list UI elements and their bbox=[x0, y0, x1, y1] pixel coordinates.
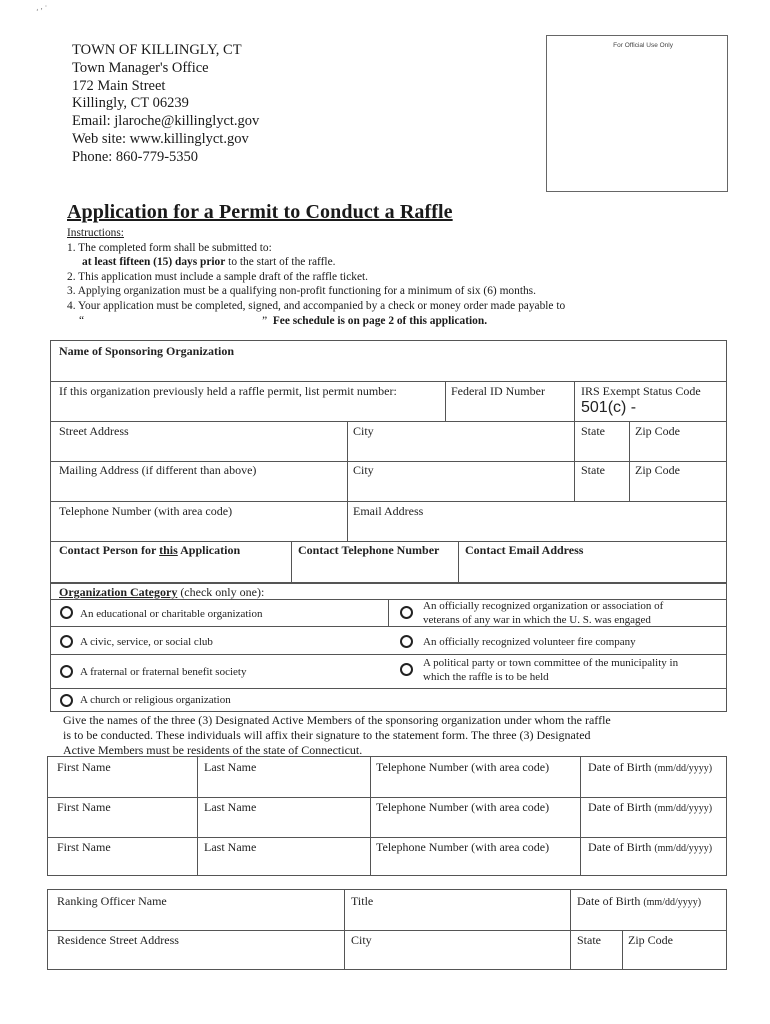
option-veterans: An officially recognized organization or association of bbox=[423, 600, 664, 612]
mailing-zip-label: Zip Code bbox=[635, 463, 680, 477]
scan-marks: ¸ , · bbox=[36, 2, 48, 11]
members-intro bbox=[63, 713, 611, 758]
prev-permit-label: If this organization previously held a raffle permit, list permit number: bbox=[59, 384, 397, 398]
radio-civic[interactable] bbox=[60, 635, 73, 648]
phone-line: Phone: 860-779-5350 bbox=[72, 148, 199, 165]
radio-fraternal[interactable] bbox=[60, 665, 73, 678]
members-table bbox=[47, 756, 727, 876]
radio-veterans[interactable] bbox=[400, 606, 413, 619]
member-1-first-name: First Name bbox=[57, 760, 111, 774]
members-intro-2: is to be conducted. These individuals will affix their signature to the statement form. The three (3) Designated bbox=[63, 728, 591, 742]
members-intro-1: Give the names of the three (3) Designated Active Members of the sponsoring organization under whom the raffle bbox=[63, 713, 611, 727]
officer-dob-label: Date of Birth (mm/dd/yyyy) bbox=[577, 894, 702, 908]
contact-email-label: Contact Email Address bbox=[465, 543, 584, 557]
email-label: Email Address bbox=[353, 504, 424, 518]
street-line: 172 Main Street bbox=[72, 77, 166, 94]
deadline-rest: to the start of the raffle. bbox=[225, 256, 336, 269]
member-1-last-name: Last Name bbox=[204, 760, 257, 774]
option-fire-company: An officially recognized volunteer fire company bbox=[423, 636, 636, 648]
instructions-heading: Instructions: bbox=[67, 227, 124, 239]
form-title: Application for a Permit to Conduct a Raffle bbox=[67, 201, 453, 223]
contact-phone-label: Contact Telephone Number bbox=[298, 543, 440, 557]
city-label: City bbox=[353, 424, 374, 438]
category-heading: Organization Category (check only one): bbox=[59, 585, 265, 599]
option-educational: An educational or charitable organization bbox=[80, 608, 263, 620]
member-3-last-name: Last Name bbox=[204, 840, 257, 854]
officer-zip-label: Zip Code bbox=[628, 933, 673, 947]
officer-state-label: State bbox=[577, 933, 601, 947]
instruction-4: 4. Your application must be completed, signed, and accompanied by a check or money order made payable to bbox=[67, 299, 566, 312]
members-intro-3: Active Members must be residents of the state of Connecticut. bbox=[63, 743, 363, 757]
state-label: State bbox=[581, 424, 605, 438]
office-name: Town Manager's Office bbox=[72, 59, 209, 76]
member-3-telephone: Telephone Number (with area code) bbox=[376, 840, 550, 854]
email-line: Email: jlaroche@killinglyct.gov bbox=[72, 113, 260, 130]
city-line: Killingly, CT 06239 bbox=[72, 95, 189, 112]
official-use-label: For Official Use Only bbox=[613, 42, 673, 49]
officer-city-label: City bbox=[351, 933, 372, 947]
radio-church[interactable] bbox=[60, 694, 73, 707]
category-section bbox=[50, 583, 727, 712]
town-address-block bbox=[72, 42, 259, 167]
option-civic: A civic, service, or social club bbox=[80, 636, 213, 648]
member-1-dob: Date of Birth (mm/dd/yyyy) bbox=[588, 760, 713, 774]
member-3-dob: Date of Birth (mm/dd/yyyy) bbox=[588, 840, 713, 854]
irs-exempt-value[interactable]: 501(c) - bbox=[581, 399, 637, 416]
quote-open: “ bbox=[79, 314, 85, 327]
member-3-first-name: First Name bbox=[57, 840, 111, 854]
telephone-label: Telephone Number (with area code) bbox=[59, 504, 233, 518]
member-2-last-name: Last Name bbox=[204, 800, 257, 814]
sponsoring-org-label: Name of Sponsoring Organization bbox=[59, 344, 235, 358]
member-2-first-name: First Name bbox=[57, 800, 111, 814]
member-1-telephone: Telephone Number (with area code) bbox=[376, 760, 550, 774]
instruction-3: 3. Applying organization must be a qualifying non-profit functioning for a minimum of six (6) months. bbox=[67, 285, 536, 298]
option-veterans-cont: veterans of any war in which the U. S. was engaged bbox=[423, 614, 651, 626]
radio-fire-company[interactable] bbox=[400, 635, 413, 648]
contact-person-label: Contact Person for this Application bbox=[59, 543, 241, 557]
option-church: A church or religious organization bbox=[80, 694, 231, 706]
irs-exempt-label: IRS Exempt Status Code bbox=[581, 384, 701, 398]
officer-title-label: Title bbox=[351, 894, 374, 908]
ranking-officer-label: Ranking Officer Name bbox=[57, 894, 167, 908]
official-use-box bbox=[546, 35, 728, 192]
officer-table bbox=[47, 889, 727, 970]
instruction-fee bbox=[67, 314, 565, 329]
federal-id-label: Federal ID Number bbox=[451, 384, 545, 398]
website-line: Web site: www.killinglyct.gov bbox=[72, 130, 249, 147]
mailing-state-label: State bbox=[581, 463, 605, 477]
radio-political[interactable] bbox=[400, 663, 413, 676]
deadline-text: at least fifteen (15) days prior bbox=[82, 256, 226, 269]
radio-educational[interactable] bbox=[60, 606, 73, 619]
mailing-address-label: Mailing Address (if different than above) bbox=[59, 463, 257, 477]
mailing-city-label: City bbox=[353, 463, 374, 477]
option-political: A political party or town committee of the municipality in bbox=[423, 657, 679, 669]
quote-close: ” bbox=[262, 314, 268, 327]
organization-form bbox=[50, 340, 727, 583]
instruction-1b bbox=[67, 255, 565, 270]
residence-address-label: Residence Street Address bbox=[57, 933, 179, 947]
street-address-label: Street Address bbox=[59, 424, 129, 438]
member-2-telephone: Telephone Number (with area code) bbox=[376, 800, 550, 814]
member-2-dob: Date of Birth (mm/dd/yyyy) bbox=[588, 800, 713, 814]
instruction-2: 2. This application must include a sample draft of the raffle ticket. bbox=[67, 270, 369, 283]
instruction-1: 1. The completed form shall be submitted to: bbox=[67, 241, 272, 254]
option-fraternal: A fraternal or fraternal benefit society bbox=[80, 666, 247, 678]
town-name: TOWN OF KILLINGLY, CT bbox=[72, 42, 242, 58]
zip-label: Zip Code bbox=[635, 424, 680, 438]
instructions bbox=[67, 226, 565, 328]
option-political-cont: which the raffle is to be held bbox=[423, 671, 549, 683]
fee-schedule-note: Fee schedule is on page 2 of this application. bbox=[272, 314, 488, 327]
